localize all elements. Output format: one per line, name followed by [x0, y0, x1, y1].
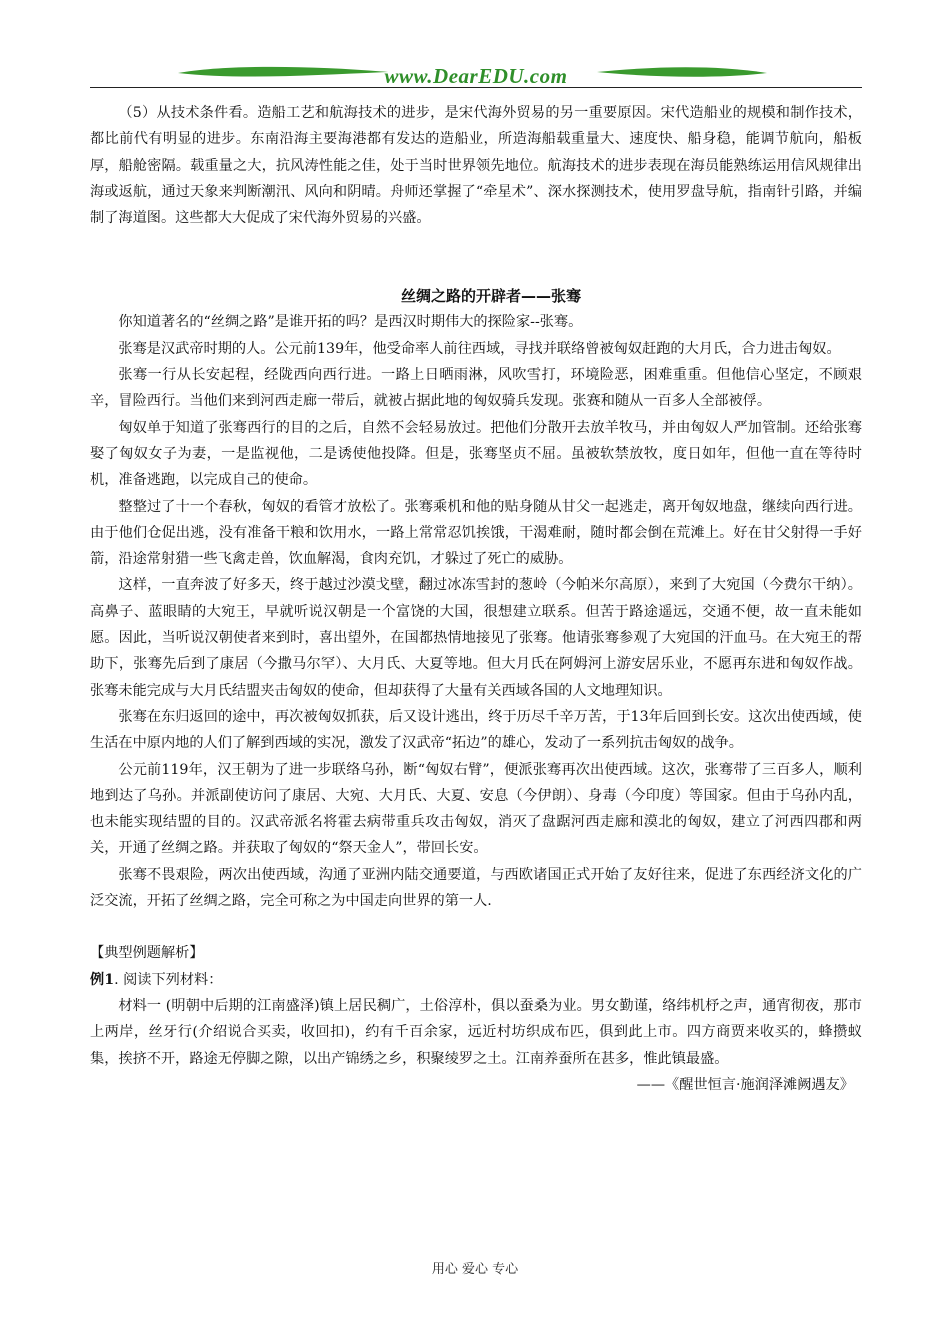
article-paragraph: 张骞在东归返回的途中，再次被匈奴抓获，后又设计逃出，终于历尽千辛万苦，于13年后回到长安。这次出使西域，使生活在中原内地的人们了解到西域的实况，激发了汉武帝“拓边”的雄心，发动了一系列抗击匈奴的战争。	[90, 708, 862, 752]
page-header	[90, 60, 862, 92]
material-source: ——《醒世恒言·施润泽滩阙遇友》	[636, 1076, 854, 1093]
article-paragraph: 匈奴单于知道了张骞西行的目的之后，自然不会轻易放过。把他们分散开去放羊牧马，并由匈奴人严加管制。还给张骞娶了匈奴女子为妻，一是监视他，二是诱使他投降。但是，张骞坚贞不屈。虽被软禁放牧，度日如年，但他一直在等待时机，准备逃跑，以完成自己的使命。	[90, 419, 862, 489]
article-paragraph: 张骞一行从长安起程，经陇西向西行进。一路上日晒雨淋，风吹雪打，环境险恶，困难重重。但他信心坚定，不顾艰辛，冒险西行。当他们来到河西走廊一带后，就被占据此地的匈奴骑兵发现。张赛和随从一百多人全部被俘。	[90, 367, 862, 410]
article-paragraph: 张骞是汉武帝时期的人。公元前139年，他受命率人前往西域，寻找并联络曾被匈奴赶跑的大月氏，合力进击匈奴。	[118, 340, 841, 357]
article-paragraph: 整整过了十一个春秋，匈奴的看管才放松了。张骞乘机和他的贴身随从甘父一起逃走，离开匈奴地盘，继续向西行进。由于他们仓促出逃，没有准备干粮和饮用水，一路上常常忍饥挨饿，干渴难耐，随时都会倒在荒滩上。好在甘父射得一手好箭，沿途常射猎一些飞禽走兽，饮血解渴，食肉充饥，才躲过了死亡的威胁。	[90, 498, 862, 568]
example-label: 例1	[90, 971, 115, 988]
document-body	[90, 100, 862, 1098]
site-logo[interactable]: www.DearEDU.com	[384, 64, 568, 88]
article-paragraph: 这样，一直奔波了好多天，终于越过沙漠戈壁，翻过冰冻雪封的葱岭（今帕米尔高原），来到了大宛国（今费尔干纳）。高鼻子、蓝眼睛的大宛王，早就听说汉朝是一个富饶的大国，很想建立联系。但苦于路途遥远，交通不便，故一直未能如愿。因此，当听说汉朝使者来到时，喜出望外，在国都热情地接见了张骞。他请张骞参观了大宛国的汗血马。在大宛王的帮助下，张骞先后到了康居（今撒马尔罕）、大月氏、大夏等地。但大月氏在阿姆河上游安居乐业，不愿再东进和匈奴作战。张骞未能完成与大月氏结盟夹击匈奴的使命，但却获得了大量有关西域各国的人文地理知识。	[90, 577, 862, 699]
example-instruction-text: . 阅读下列材料：	[114, 971, 223, 988]
header-rule	[90, 87, 862, 88]
example-instruction	[90, 967, 862, 993]
example-section-heading: 【典型例题解析】	[90, 945, 204, 962]
material-paragraph: 材料一 (明朝中后期的江南盛泽)镇上居民稠广，土俗淳朴，俱以蚕桑为业。男女勤谨，络纬机杼之声，通宵彻夜，那市上两岸，丝牙行(介绍说合买卖，收回扣)，约有千百余家，远近村坊织成布匹，俱到此上市。四方商贾来收买的，蜂攒蚁集，挨挤不开，路途无停脚之隙，以出产锦绣之乡，积聚绫罗之土。江南养蚕所在甚多，惟此镇最盛。	[90, 997, 862, 1067]
page-footer: 用心 爱心 专心	[431, 1262, 519, 1277]
article-title: 丝绸之路的开辟者——张骞	[400, 287, 581, 306]
article-paragraph: 张骞不畏艰险，两次出使西域，沟通了亚洲内陆交通要道，与西欧诸国正式开始了友好往来，促进了东西经济文化的广泛交流，开拓了丝绸之路，完全可称之为中国走向世界的第一人.	[90, 866, 862, 910]
article-paragraph: 公元前119年，汉王朝为了进一步联络乌孙，断“匈奴右臂”，便派张骞再次出使西域。这次，张骞带了三百多人，顺利地到达了乌孙。并派副使访问了康居、大宛、大月氏、大夏、安息（今伊朗）、身毒（今印度）等国家。但由于乌孙内乱，也未能实现结盟的目的。汉武帝派名将霍去病带重兵攻击匈奴，消灭了盘踞河西走廊和漠北的匈奴，建立了河西四郡和两关，开通了丝绸之路。并获取了匈奴的“祭天金人”，带回长安。	[90, 761, 862, 857]
tech-paragraph: （5）从技术条件看。造船工艺和航海技术的进步，是宋代海外贸易的另一重要原因。宋代造船业的规模和制作技术，都比前代有明显的进步。东南沿海主要海港都有发达的造船业，所造海船载重量大、速度快、船身稳，能调节航向，船板厚，船舱密隔。载重量之大，抗风涛性能之佳，处于当时世界领先地位。航海技术的进步表现在海员能熟练运用信风规律出海或返航，通过天象来判断潮汛、风向和阴晴。舟师还掌握了“牵星术”、深水探测技术，使用罗盘导航，指南针引路，并编制了海道图。这些都大大促成了宋代海外贸易的兴盛。	[90, 105, 862, 227]
right-swoosh-decoration	[597, 66, 767, 80]
article-paragraph: 你知道著名的“丝绸之路”是谁开拓的吗？是西汉时期伟大的探险家--张骞。	[118, 314, 583, 331]
